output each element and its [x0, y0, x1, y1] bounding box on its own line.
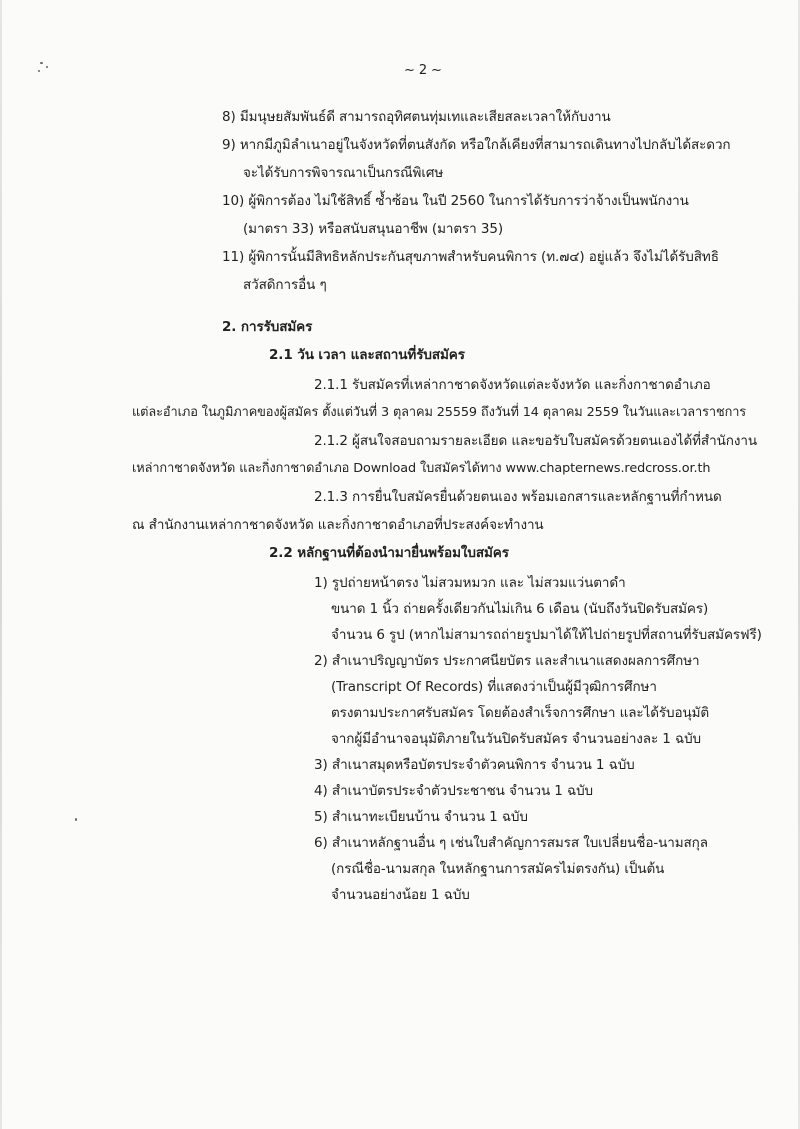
item-11-line1: 11) ผู้พิการนั้นมีสิทธิหลักประกันสุขภาพสำหรับคนพิการ (ท.๗๔) อยู่แล้ว จึงไม่ได้รับสิทธิ: [222, 249, 719, 265]
item-8: 8) มีมนุษยสัมพันธ์ดี สามารถอุทิศตนทุ่มเทและเสียสละเวลาให้กับงาน: [222, 109, 611, 125]
item-11-line2: สวัสดิการอื่น ๆ: [243, 277, 327, 293]
item-10-line2: (มาตรา 33) หรือสนับสนุนอาชีพ (มาตรา 35): [243, 221, 503, 237]
section-2-1-3-line1: 2.1.3 การยื่นใบสมัครยื่นด้วยตนเอง พร้อมเอกสารและหลักฐานที่กำหนด: [314, 489, 722, 505]
item-9-line1: 9) หากมีภูมิลำเนาอยู่ในจังหวัดที่ตนสังกัด หรือใกล้เคียงที่สามารถเดินทางไปกลับได้สะดวก: [222, 137, 731, 153]
section-2-2-heading: 2.2 หลักฐานที่ต้องนำมายื่นพร้อมใบสมัคร: [269, 545, 509, 561]
doc-2-line1: 2) สำเนาปริญญาบัตร ประกาศนียบัตร และสำเนาแสดงผลการศึกษา: [314, 653, 700, 669]
doc-2-line3: ตรงตามประกาศรับสมัคร โดยต้องสำเร็จการศึกษา และได้รับอนุมัติ: [331, 705, 710, 721]
page-number: ~ 2 ~: [404, 63, 442, 78]
scan-speck: [46, 66, 48, 68]
section-2-1-3-line2: ณ สำนักงานเหล่ากาชาดจังหวัด และกิ่งกาชาดอำเภอที่ประสงค์จะทำงาน: [132, 517, 544, 533]
item-9-line2: จะได้รับการพิจารณาเป็นกรณีพิเศษ: [243, 165, 444, 181]
doc-2-line2: (Transcript Of Records) ที่แสดงว่าเป็นผู้มีวุฒิการศึกษา: [331, 679, 657, 695]
doc-2-line4: จากผู้มีอำนาจอนุมัติภายในวันปิดรับสมัคร จำนวนอย่างละ 1 ฉบับ: [331, 731, 702, 747]
section-2-1-heading: 2.1 วัน เวลา และสถานที่รับสมัคร: [269, 347, 465, 363]
section-2-1-2-line1: 2.1.2 ผู้สนใจสอบถามรายละเอียด และขอรับใบสมัครด้วยตนเองได้ที่สำนักงาน: [314, 433, 757, 449]
doc-3: 3) สำเนาสมุดหรือบัตรประจำตัวคนพิการ จำนวน 1 ฉบับ: [314, 757, 635, 773]
section-2-1-2-line2: เหล่ากาชาดจังหวัด และกิ่งกาชาดอำเภอ Download ใบสมัครได้ทาง www.chapternews.redcross.or.th: [132, 461, 711, 476]
doc-1-line1: 1) รูปถ่ายหน้าตรง ไม่สวมหมวก และ ไม่สวมแว่นตาดำ: [314, 575, 626, 591]
scan-speck: [40, 62, 43, 64]
scan-speck: [38, 70, 40, 72]
scan-speck: [75, 818, 77, 821]
doc-5: 5) สำเนาทะเบียนบ้าน จำนวน 1 ฉบับ: [314, 809, 528, 825]
section-2-heading: 2. การรับสมัคร: [222, 319, 313, 335]
scan-edge-left: [0, 0, 2, 1129]
item-10-line1: 10) ผู้พิการต้อง ไม่ใช้สิทธิ์ ซ้ำซ้อน ในปี 2560 ในการได้รับการว่าจ้างเป็นพนักงาน: [222, 193, 689, 209]
doc-6-line2: (กรณีชื่อ-นามสกุล ในหลักฐานการสมัครไม่ตรงกัน) เป็นต้น: [331, 861, 665, 877]
section-2-1-1-line1: 2.1.1 รับสมัครที่เหล่ากาชาดจังหวัดแต่ละจังหวัด และกิ่งกาชาดอำเภอ: [314, 377, 711, 393]
doc-1-line3: จำนวน 6 รูป (หากไม่สามารถถ่ายรูปมาได้ให้ไปถ่ายรูปที่สถานที่รับสมัครฟรี): [331, 627, 762, 643]
doc-4: 4) สำเนาบัตรประจำตัวประชาชน จำนวน 1 ฉบับ: [314, 783, 594, 799]
section-2-1-1-line2: แต่ละอำเภอ ในภูมิภาคของผู้สมัคร ตั้งแต่วันที่ 3 ตุลาคม 25559 ถึงวันที่ 14 ตุลาคม 2559 ในวันและเวลาราชการ: [132, 405, 747, 420]
doc-6-line3: จำนวนอย่างน้อย 1 ฉบับ: [331, 887, 470, 903]
doc-6-line1: 6) สำเนาหลักฐานอื่น ๆ เช่นใบสำคัญการสมรส ใบเปลี่ยนชื่อ-นามสกุล: [314, 835, 708, 851]
doc-1-line2: ขนาด 1 นิ้ว ถ่ายครั้งเดียวกันไม่เกิน 6 เดือน (นับถึงวันปิดรับสมัคร): [331, 601, 709, 617]
